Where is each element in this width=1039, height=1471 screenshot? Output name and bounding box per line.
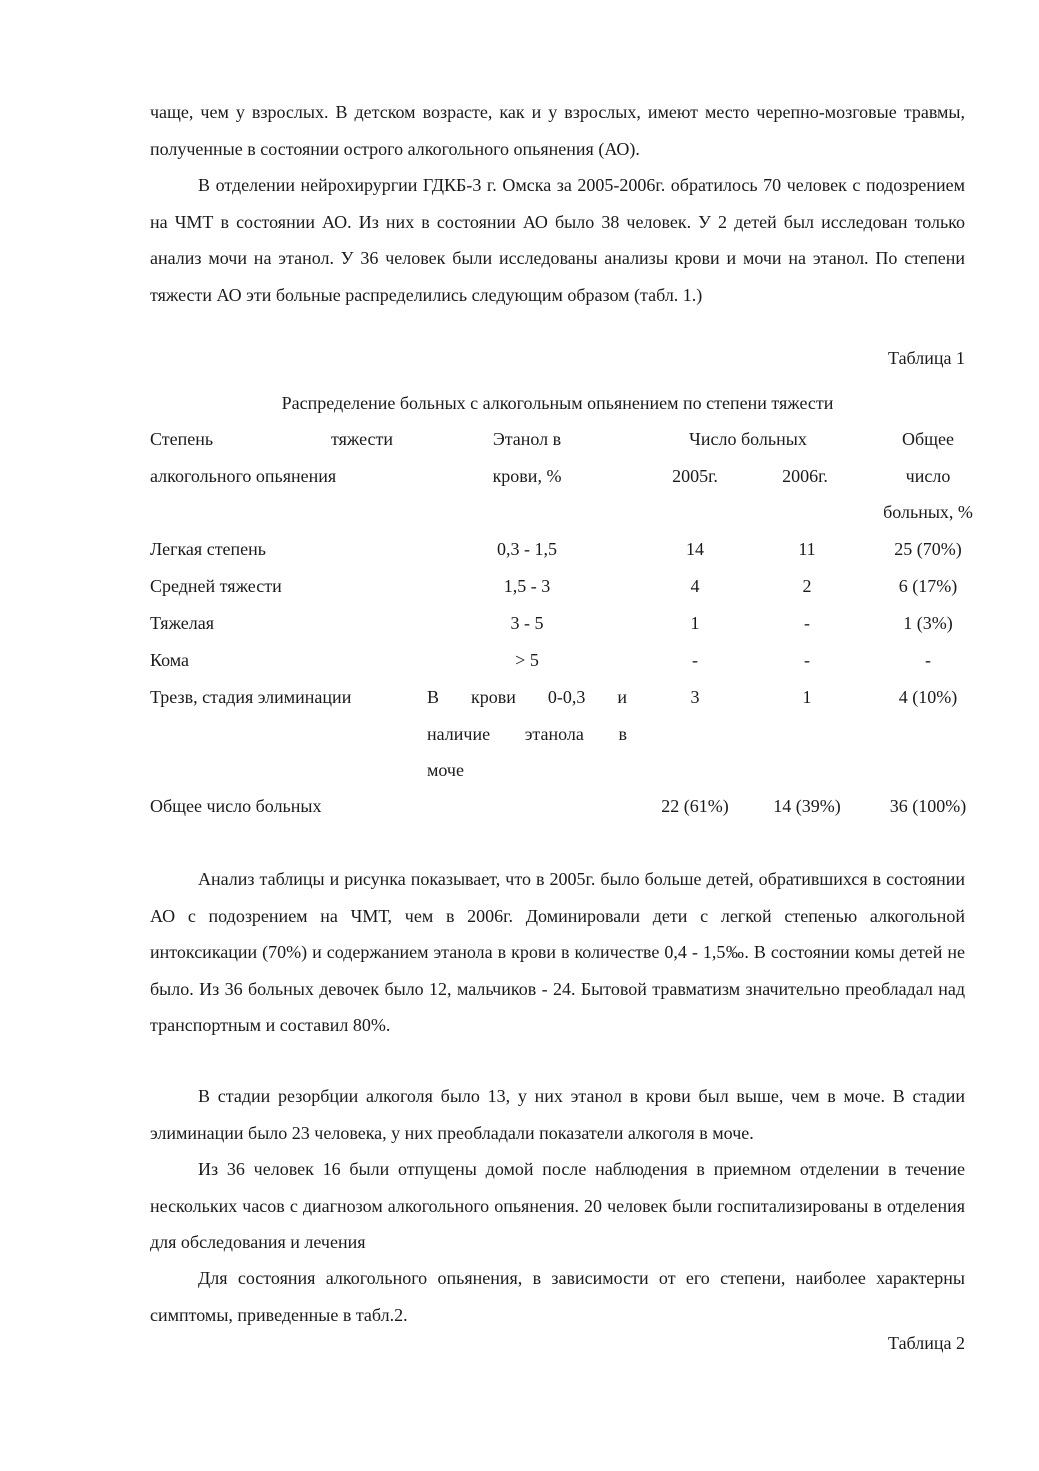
- row1-degree: Легкая степень: [150, 539, 267, 559]
- row3-ethanol: 3 - 5: [510, 613, 544, 633]
- paragraph-analysis: Анализ таблицы и рисунка показывает, что в 2005г. было больше детей, обратившихся в состоянии АО с подозрением на ЧМТ, чем в 2006г. Доминировали дети с легкой степенью алкогольной интоксикации (70%) и содержанием этанола в крови в количестве 0,4 - 1,5‰. В состоянии комы детей не было. Из 36 больных девочек было 12, мальчиков - 24. Бытовой травматизм значительно преобладал над транспортным и составил 80%.: [150, 869, 965, 1036]
- row2-2005: 4: [690, 576, 700, 596]
- row2-2006: 2: [802, 576, 812, 596]
- row1-2005: 14: [686, 539, 704, 559]
- paragraph-department: В отделении нейрохирургии ГДКБ-3 г. Омска за 2005-2006г. обратилось 70 человек с подозрением на ЧМТ в состоянии АО. Из них в состоянии АО было 38 человек. У 2 детей был исследован только анализ мочи на этанол. У 36 человек были исследованы анализы крови и мочи на этанол. По степени тяжести АО эти больные распределились следующим образом (табл. 1.): [150, 175, 965, 305]
- row4-degree: Кома: [150, 650, 190, 670]
- header-total-1: Общее: [902, 429, 954, 449]
- row3-degree: Тяжелая: [150, 613, 215, 633]
- row4-2006: -: [804, 650, 810, 670]
- row3-total: 1 (3%): [903, 613, 953, 633]
- row5-ethanol-line3: моче: [427, 760, 464, 780]
- row1-ethanol: 0,3 - 1,5: [497, 539, 557, 559]
- header-degree-2: тяжести: [331, 429, 394, 449]
- header-patient-count: Число больных: [689, 429, 807, 449]
- row1-2006: 11: [798, 539, 816, 559]
- row2-ethanol: 1,5 - 3: [503, 576, 551, 596]
- header-ethanol-2: крови, %: [492, 466, 562, 486]
- total-row-total: 36 (100%): [889, 796, 967, 816]
- row4-2005: -: [692, 650, 698, 670]
- row1-total: 25 (70%): [894, 539, 962, 559]
- paragraph-resorption: В стадии резорбции алкоголя было 13, у них этанол в крови был выше, чем в моче. В стадии элиминации было 23 человека, у них преобладали показатели алкоголя в моче.: [150, 1086, 965, 1143]
- paragraph-intro: чаще, чем у взрослых. В детском возрасте, как и у взрослых, имеют место черепно-мозговые травмы, полученные в состоянии острого алкогольного опьянения (АО).: [150, 102, 965, 159]
- header-degree-3: алкогольного опьянения: [150, 466, 337, 486]
- total-row-2006: 14 (39%): [773, 796, 841, 816]
- header-ethanol-1: Этанол в: [492, 429, 562, 449]
- row5-degree: Трезв, стадия элиминации: [150, 687, 352, 707]
- table1-caption: Распределение больных с алкогольным опьянением по степени тяжести: [281, 393, 834, 413]
- row3-2006: -: [804, 613, 810, 633]
- header-total-3: больных, %: [883, 502, 973, 522]
- header-2005: 2005г.: [672, 466, 718, 486]
- row2-degree: Средней тяжести: [150, 576, 282, 596]
- total-row-2005: 22 (61%): [661, 796, 729, 816]
- header-2006: 2006г.: [782, 466, 828, 486]
- row2-total: 6 (17%): [898, 576, 958, 596]
- row4-ethanol: > 5: [515, 650, 539, 670]
- table1-label: Таблица 1: [888, 348, 965, 368]
- row5-2005: 3: [690, 687, 700, 707]
- row3-2005: 1: [690, 613, 700, 633]
- paragraph-symptoms: Для состояния алкогольного опьянения, в зависимости от его степени, наиболее характерны симптомы, приведенные в табл.2.: [150, 1268, 965, 1325]
- table2-label: Таблица 2: [888, 1333, 965, 1353]
- row5-ethanol-line1: В крови 0-0,3 и: [427, 687, 627, 707]
- row5-2006: 1: [802, 687, 812, 707]
- header-total-2: число: [905, 466, 951, 486]
- row5-ethanol-line2: наличие этанола в: [427, 724, 627, 744]
- header-degree-1: Степень: [150, 429, 214, 449]
- row4-total: -: [925, 650, 931, 670]
- row5-total: 4 (10%): [898, 687, 958, 707]
- paragraph-hospitalization: Из 36 человек 16 были отпущены домой после наблюдения в приемном отделении в течение нескольких часов с диагнозом алкогольного опьянения. 20 человек были госпитализированы в отделения для обследования и лечения: [150, 1159, 965, 1253]
- total-row-label: Общее число больных: [150, 796, 322, 816]
